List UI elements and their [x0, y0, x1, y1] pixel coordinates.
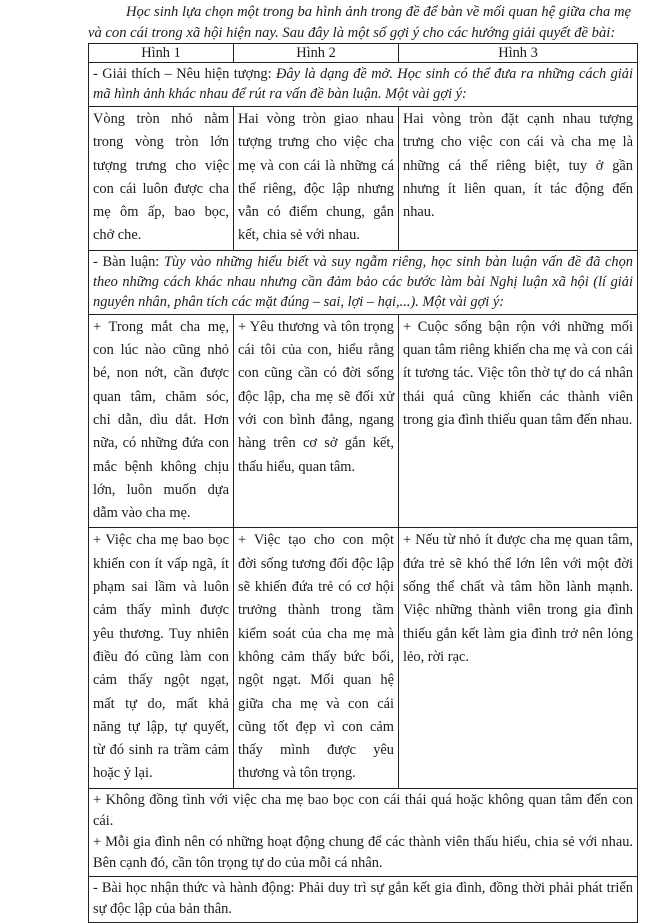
discuss-row-2 [89, 528, 638, 788]
lesson-row [89, 876, 638, 922]
discuss-row-1 [89, 314, 638, 528]
document-page [88, 0, 637, 923]
intro-paragraph: Học sinh lựa chọn một trong ba hình ảnh trong đề để bàn về mối quan hệ giữa cha mẹ và con cái trong xã hội hiện nay. Sau đây là một số gợi ý cho các hướng giải quyết đề bài: [88, 4, 631, 41]
lesson-cell: - Bài học nhận thức và hành động: Phải duy trì sự gắn kết gia đình, đồng thời phải phát triển sự độc lập của bản thân. [89, 876, 638, 922]
header-figure-2: Hình 2 [234, 44, 399, 63]
opinion-1: + Không đồng tình với việc cha mẹ bao bọc con cái thái quá hoặc không quan tâm đến con cái. [93, 791, 633, 829]
explain-label: - Giải thích – Nêu hiện tượng: [93, 66, 277, 82]
explain-cell-3: Hai vòng tròn đặt cạnh nhau tượng trưng cho việc con cái và cha mẹ là những cá thể riêng biệt, tuy ở gần nhưng ít liên quan, ít tác động đến nhau. [399, 107, 638, 251]
discuss-italic: Tùy vào những hiểu biết và suy ngẫm riêng, học sinh bàn luận vấn đề đã chọn theo những cách khác nhau nhưng cần đảm bảo các bước làm bài Nghị luận xã hội (lí giải nguyên nhân, phân tích các mặt đúng – sai, lợi – hại,...). Một vài gợi ý: [93, 253, 633, 310]
explain-cell-2: Hai vòng tròn giao nhau tượng trưng cho việc cha mẹ và con cái là những cá thể riêng, độc lập nhưng vẫn có điểm chung, gắn kết, chia sẻ với nhau. [234, 107, 399, 251]
explain-heading [89, 63, 638, 107]
header-figure-3: Hình 3 [399, 44, 638, 63]
explain-row [89, 107, 638, 251]
discuss-heading [89, 250, 638, 314]
opinion-2: + Mỗi gia đình nên có những hoạt động chung để các thành viên thấu hiểu, chia sẻ với nhau. Bên cạnh đó, cần tôn trọng tự do của mỗi cá nhân. [93, 833, 633, 871]
opinion-cell [89, 788, 638, 876]
discuss-cell-3b: + Nếu từ nhỏ ít được cha mẹ quan tâm, đứa trẻ sẽ khó thể lớn lên với một đời sống thể chất và tâm hồn lành mạnh. Việc những thành viên trong gia đình thiếu gắn kết làm gia đình trở nên lỏng lẻo, rời rạc. [399, 528, 638, 788]
explain-heading-row [89, 63, 638, 107]
discuss-cell-1a: + Trong mắt cha mẹ, con lúc nào cũng nhỏ bé, non nớt, cần được quan tâm, chăm sóc, chỉ dẫn, dìu dắt. Hơn nữa, có những đứa con mắc bệnh không chịu lớn, luôn muốn dựa dẫm vào cha mẹ. [89, 314, 234, 528]
header-figure-1: Hình 1 [89, 44, 234, 63]
header-row [89, 44, 638, 63]
discuss-cell-1b: + Việc cha mẹ bao bọc khiến con ít vấp ngã, ít phạm sai lầm và luôn cảm thấy mình được yêu thương. Tuy nhiên điều đó cũng làm con cảm thấy ngột ngạt, mất tự do, mất khả năng tự lập, tự quyết, từ đó sinh ra trầm cảm hoặc ỷ lại. [89, 528, 234, 788]
discuss-cell-2a: + Yêu thương và tôn trọng cái tôi của con, hiểu rằng con cũng cần có đời sống độc lập, cha mẹ sẽ đối xử với con bình đẳng, ngang hàng trên cơ sở gắn kết, thấu hiểu, quan tâm. [234, 314, 399, 528]
discuss-heading-row [89, 250, 638, 314]
explain-cell-1: Vòng tròn nhỏ nằm trong vòng tròn lớn tượng trưng cho việc con cái luôn được cha mẹ ôm ấp, bao bọc, chở che. [89, 107, 234, 251]
opinion-row [89, 788, 638, 876]
discuss-label: - Bàn luận: [93, 253, 165, 270]
explain-italic: Đây là dạng đề mở. Học sinh có thể đưa ra những cách giải mã hình ảnh khác nhau để rút ra vấn đề bàn luận. Một vài gợi ý: [93, 66, 633, 102]
suggestion-table [88, 43, 638, 923]
discuss-cell-2b: + Việc tạo cho con một đời sống tương đối độc lập sẽ khiến đứa trẻ có cơ hội trưởng thành trong tầm kiểm soát của cha mẹ mà không cảm thấy bức bối, ngột ngạt. Mối quan hệ giữa cha mẹ và con cái cũng tốt đẹp vì con cảm thấy mình được yêu thương và tôn trọng. [234, 528, 399, 788]
discuss-cell-3a: + Cuộc sống bận rộn với những mối quan tâm riêng khiến cha mẹ và con cái ít tương tác. Việc tôn thờ tự do cá nhân thái quá cũng khiến các thành viên trong gia đình thiếu quan tâm đến nhau. [399, 314, 638, 528]
